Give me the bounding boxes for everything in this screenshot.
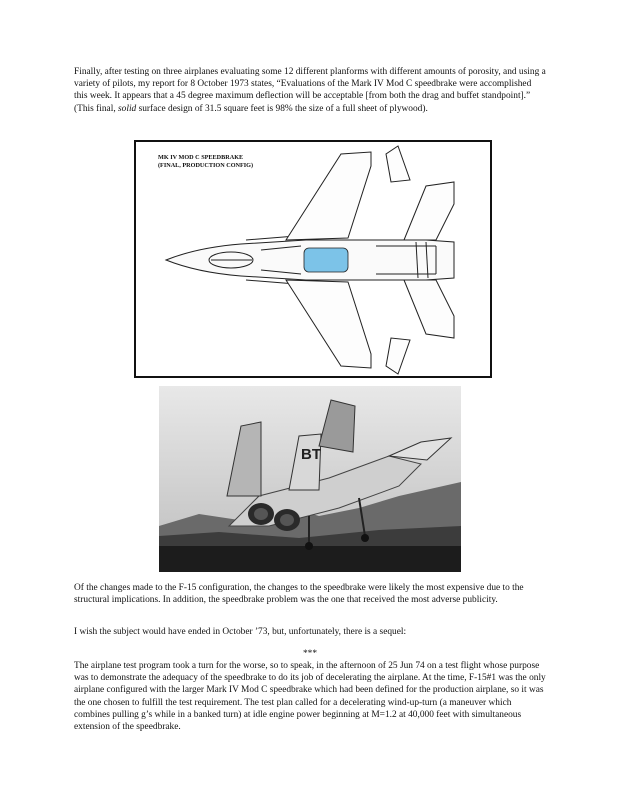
paragraph-sequel: I wish the subject would have ended in October ’73, but, unfortunately, there is a sequel:	[74, 627, 407, 637]
photo-drawing	[159, 386, 461, 572]
paragraph-changes: Of the changes made to the F-15 configuration, the changes to the speedbrake were likely the most expensive due to the structural implications. In addition, the speedbrake problem was the one that received the most adverse publicity.	[74, 583, 524, 606]
paragraph-intro-text-end: surface design of 31.5 square feet is 98% the size of a full sheet of plywood).	[136, 103, 428, 114]
paragraph-intro	[74, 66, 546, 115]
emphasis-solid: solid	[118, 103, 137, 114]
aircraft-planform-drawing	[136, 142, 490, 376]
tail-code-label: BT	[301, 446, 321, 463]
speedbrake-planform-figure	[134, 140, 492, 378]
paragraph-test-flight: The airplane test program took a turn for the worse, so to speak, in the afternoon of 25 Jun 74 on a test flight whose purpose was to demonstrate the adequacy of the speedbrake to do its job of decelerating the airplane. At the time, F-15#1 was the only airplane configured with the larger Mark IV Mod C speedbrake which had been defined for the production airplane, so it was the one chosen to fulfill the test requirement. The test plan called for a decelerating wind-up-turn (a maneuver which combines pulling g’s while in a banked turn) at idle engine power beginning at M=1.2 at 40,000 feet with simultaneous extension of the speedbrake.	[74, 661, 546, 733]
speedbrake-highlight	[304, 248, 348, 272]
aircraft-landing-photo	[159, 386, 461, 572]
paragraph-intro-text: Finally, after testing on three airplanes evaluating some 12 different planforms with different amounts of porosity, and using a variety of pilots, my report for 8 October 1973 states, “Evaluations of the Mark IV Mod C speedbrake were accomplished this week. It appears that a 45 degree maximum deflection will be acceptable [from both the drag and buffet standpoint].” (This final,	[74, 67, 546, 114]
figure-caption-line-2: (FINAL, PRODUCTION CONFIG)	[158, 161, 254, 169]
figure-caption-line-1: MK IV MOD C SPEEDBRAKE	[158, 154, 244, 161]
section-separator: ***	[302, 649, 318, 659]
